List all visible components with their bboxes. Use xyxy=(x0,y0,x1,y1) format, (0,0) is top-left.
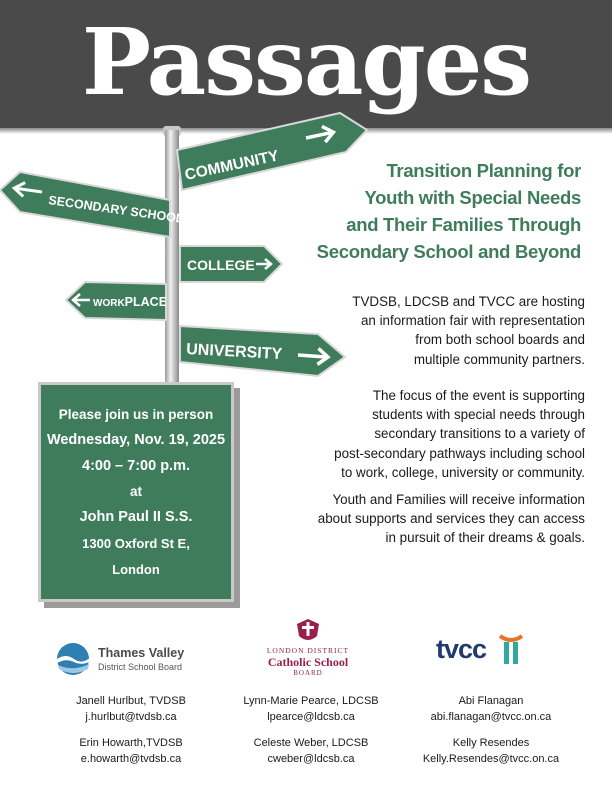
invite-line-time: 4:00 – 7:00 p.m. xyxy=(82,458,190,474)
sign-secondary-school xyxy=(0,172,185,237)
tvdsb-logo xyxy=(56,642,206,678)
text-line: Youth and Families will receive information xyxy=(332,492,585,507)
tvdsb-contacts xyxy=(51,693,211,767)
svg-text:WORKPLACE xyxy=(93,295,167,309)
tvcc-logo xyxy=(436,632,536,672)
invite-line-date: Wednesday, Nov. 19, 2025 xyxy=(46,432,226,448)
contact-email: Kelly.Resendes@tvcc.on.ca xyxy=(422,753,560,765)
invite-box xyxy=(38,382,234,602)
invite-line-venue: John Paul II S.S. xyxy=(79,509,193,525)
tvcc-contacts xyxy=(406,693,576,767)
text-line: in pursuit of their dreams & goals. xyxy=(385,530,585,546)
contact-email: cweber@ldcsb.ca xyxy=(267,753,355,765)
text-line: from both school boards and xyxy=(415,332,585,348)
tvdsb-name: Thames Valley xyxy=(98,646,185,660)
text-line: students with special needs through xyxy=(372,407,585,423)
ldcsb-logo xyxy=(246,618,370,680)
contact-email: j.hurlbut@tvdsb.ca xyxy=(85,711,177,723)
text-line: to work, college, university or community. xyxy=(341,464,585,480)
ldcsb-line2: Catholic School xyxy=(267,655,349,669)
invite-line-city: London xyxy=(112,562,160,577)
event-heading xyxy=(300,157,581,265)
invite-line-join: Please join us in person xyxy=(58,407,214,422)
ldcsb-crest-icon xyxy=(295,618,321,644)
tvcc-logo-icon xyxy=(496,632,526,666)
contact-name: Erin Howarth,TVDSB xyxy=(79,737,183,749)
contact-name: Celeste Weber, LDCSB xyxy=(253,737,369,749)
text-line: The focus of the event is supporting xyxy=(372,388,585,403)
text-line: an information fair with representation xyxy=(360,313,585,329)
invite-line-address: 1300 Oxford St E, xyxy=(82,536,190,551)
ldcsb-line3: BOARD xyxy=(293,669,323,677)
sign-workplace-prefix: WORK xyxy=(93,298,125,309)
tvdsb-subname: District School Board xyxy=(98,662,183,672)
text-line: TVDSB, LDCSB and TVCC are hosting xyxy=(352,294,585,309)
contact-email: lpearce@ldcsb.ca xyxy=(267,711,355,723)
contact-name: Lynn-Marie Pearce, LDCSB xyxy=(243,695,379,707)
heading-line: Secondary School and Beyond xyxy=(316,241,581,262)
sign-secondary-label: SECONDARY SCHOOL xyxy=(47,193,185,226)
contact-email: e.howarth@tvdsb.ca xyxy=(80,753,182,765)
focus-paragraph xyxy=(284,386,585,482)
sign-college-label: COLLEGE xyxy=(187,257,255,273)
sign-university-label: UNIVERSITY xyxy=(185,341,283,364)
heading-line: Transition Planning for xyxy=(386,160,581,181)
sign-workplace-suffix: PLACE xyxy=(124,295,168,309)
ldcsb-line1: LONDON DISTRICT xyxy=(266,646,350,655)
heading-line: Youth with Special Needs xyxy=(364,187,581,208)
contact-email: abi.flanagan@tvcc.on.ca xyxy=(430,711,552,723)
sign-college xyxy=(180,246,282,282)
text-line: post-secondary pathways including school xyxy=(334,445,585,461)
tvcc-wordmark: tvcc xyxy=(436,634,487,664)
page-title: Passages xyxy=(81,8,531,116)
intro-paragraph xyxy=(284,292,585,369)
heading-line: and Their Families Through xyxy=(346,214,581,235)
invite-line-at: at xyxy=(129,484,142,499)
sign-community-label: COMMUNITY xyxy=(183,147,281,184)
text-line: about supports and services they can access xyxy=(317,511,585,527)
contact-name: Kelly Resendes xyxy=(452,737,530,749)
ldcsb-contacts xyxy=(226,693,396,767)
text-line: secondary transitions to a variety of xyxy=(374,426,585,442)
contact-name: Abi Flanagan xyxy=(458,695,524,707)
tvdsb-logo-icon xyxy=(56,642,92,676)
sign-workplace xyxy=(66,282,167,320)
text-line: multiple community partners. xyxy=(413,351,585,367)
families-paragraph xyxy=(284,490,585,548)
contact-name: Janell Hurlbut, TVDSB xyxy=(76,695,186,707)
